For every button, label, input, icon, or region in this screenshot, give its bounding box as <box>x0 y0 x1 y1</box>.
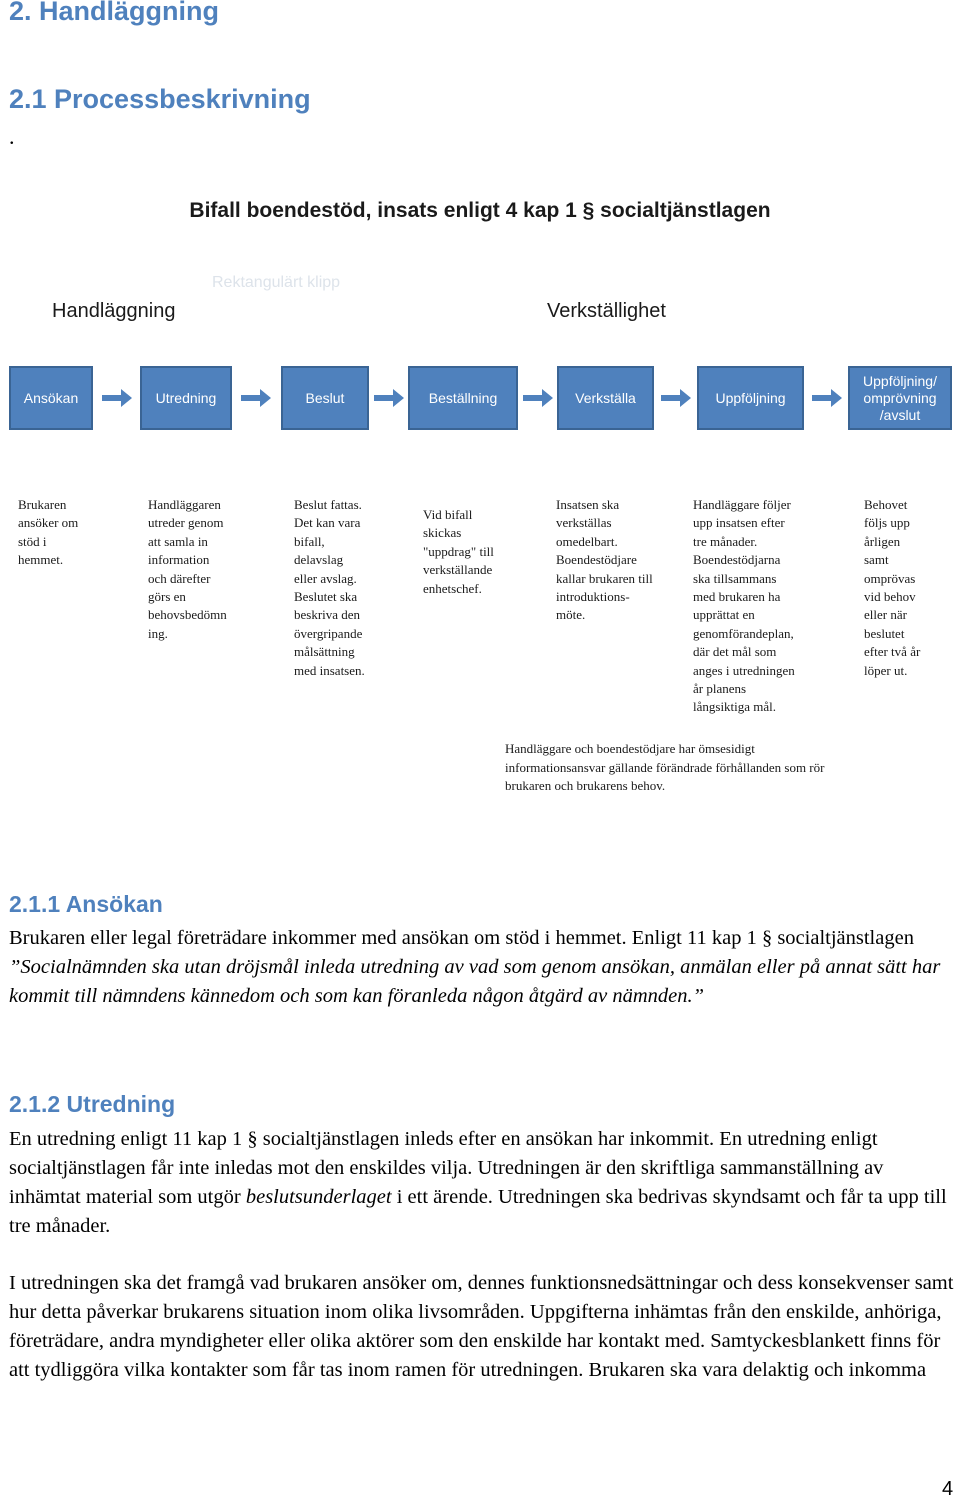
step-description-beslut: Beslut fattas. Det kan vara bifall, delavslag eller avslag. Beslutet ska beskriva den övergripande målsättning med insatsen. <box>294 497 365 678</box>
step-box-uppfoljning: Uppföljning <box>697 366 804 430</box>
arrow-right-icon <box>102 389 132 407</box>
heading-utredning: 2.1.2 Utredning <box>9 1091 176 1117</box>
arrow-right-icon <box>661 389 691 407</box>
phase-label-handlaggning: Handläggning <box>52 300 176 322</box>
step-box-verkstalla: Verkställa <box>557 366 654 430</box>
step-box-omprovning: Uppföljning/ omprövning /avslut <box>848 366 952 430</box>
heading-ansokan: 2.1.1 Ansökan <box>9 891 163 917</box>
paragraph-utredning-1 <box>9 1125 954 1241</box>
step-description-uppfoljning: Handläggare följer upp insatsen efter tre månader. Boendestödjarna ska tillsammans med brukaren ha upprättat en genomförandeplan, där det mål som anges i utredningen år planens långsiktiga mål. <box>693 497 795 715</box>
step-description-omprovning: Behovet följs upp årligen samt omprövas vid behov eller när beslutet efter två år löper ut. <box>864 497 921 678</box>
step-box-beslut: Beslut <box>281 366 369 430</box>
step-description-ansokan: Brukaren ansöker om stöd i hemmet. <box>18 497 79 568</box>
process-diagram <box>0 190 960 810</box>
paragraph-text: En utredning enligt 11 kap 1 § socialtjänstlagen inleds efter en ansökan har inkommit. En utredning enligt socialtjänstlagen får inte inledas mot den enskildes vilja. Utredningen är den skriftliga sammanställning av inhämtat material som utgör <box>9 1128 884 1208</box>
step-box-bestallning: Beställning <box>408 366 518 430</box>
step-box-utredning: Utredning <box>140 366 232 430</box>
step-description-verkstalla: Insatsen ska verkställas omedelbart. Boendestödjare kallar brukaren till introduktions- möte. <box>556 497 653 623</box>
emphasis-beslutsunderlaget: beslutsunderlaget <box>245 1186 392 1208</box>
step-description-bestallning: Vid bifall skickas "uppdrag" till verkställande enhetschef. <box>423 507 494 596</box>
page-number: 4 <box>942 1478 954 1500</box>
arrow-right-icon <box>812 389 842 407</box>
arrow-right-icon <box>523 389 553 407</box>
arrow-right-icon <box>374 389 404 407</box>
step-description-utredning: Handläggaren utreder genom att samla in information och därefter görs en behovsbedömn ing. <box>148 497 227 641</box>
law-quote: ”Socialnämnden ska utan dröjsmål inleda utredning av vad som genom ansökan, anmälan eller på annat sätt har kommit till nämndens kännedom och som kan föranleda någon åtgärd av nämnden.” <box>9 956 941 1007</box>
paragraph-text: i ett ärende. Utredningen ska bedrivas skyndsamt och får ta upp till tre månader. <box>9 1186 947 1237</box>
subsection-heading: 2.1 Processbeskrivning <box>9 84 311 114</box>
phase-label-verkstallighet: Verkställighet <box>547 300 666 322</box>
diagram-watermark: Rektangulärt klipp <box>212 274 341 291</box>
diagram-title: Bifall boendestöd, insats enligt 4 kap 1 § socialtjänstlagen <box>189 199 771 222</box>
paragraph-ansokan <box>9 924 954 1011</box>
paragraph-utredning-2: I utredningen ska det framgå vad brukaren ansöker om, dennes funktionsnedsättningar och dess konsekvenser samt hur detta påverkar brukarens situation inom olika livsområden. Uppgifterna inhämtas från den enskilde, anhöriga, företrädare, andra myndigheter eller olika aktörer som den enskilde har kontakt med. Samtyckesblankett finns för att tydliggöra vilka kontakter som får tas inom ramen för utredningen. Brukaren ska vara delaktig och inkomma <box>9 1272 954 1381</box>
stray-dot: . <box>9 124 15 149</box>
step-box-ansokan: Ansökan <box>9 366 93 430</box>
section-heading: 2. Handläggning <box>9 0 220 26</box>
paragraph-text: Brukaren eller legal företrädare inkommer med ansökan om stöd i hemmet. Enligt 11 kap 1 § socialtjänstlagen <box>9 927 914 949</box>
arrow-right-icon <box>241 389 271 407</box>
diagram-footnote: Handläggare och boendestödjare har ömsesidigt informationsansvar gällande förändrade förhållanden som rör brukaren och brukarens behov. <box>505 741 825 793</box>
